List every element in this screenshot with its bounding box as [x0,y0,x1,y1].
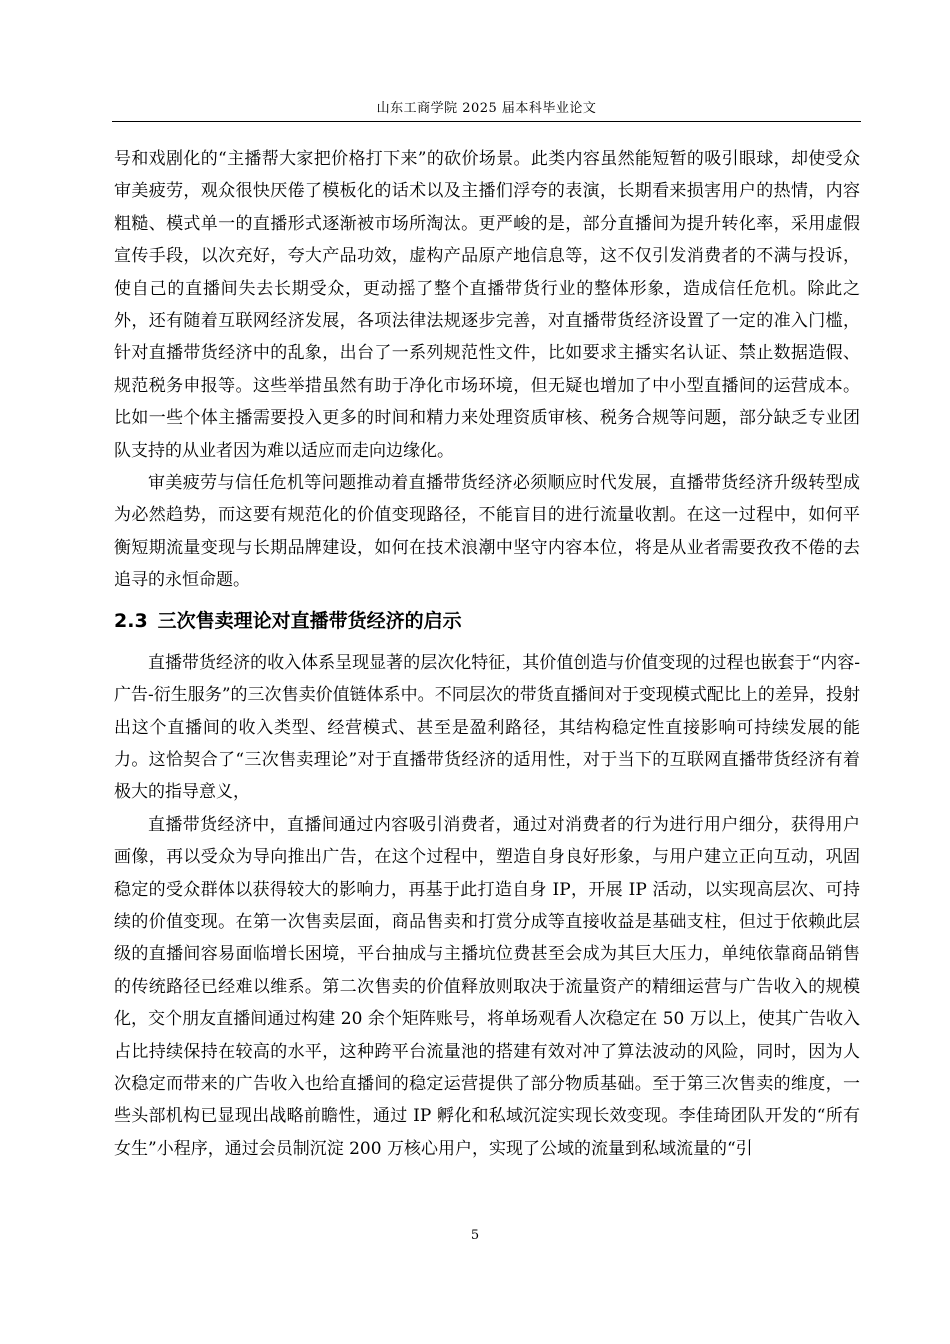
section-number: 2.3 [114,609,148,632]
body-paragraph: 审美疲劳与信任危机等问题推动着直播带货经济必须顺应时代发展，直播带货经济升级转型成为必然趋势，而这要有规范化的价值变现路径，不能盲目的进行流量收割。在这一过程中，如何平衡短期流量变现与长期品牌建设，如何在技术浪潮中坚守内容本位，将是从业者需要孜孜不倦的去追寻的永恒命题。 [114,473,860,591]
running-header: 山东工商学院 2025 届本科毕业论文 [376,101,597,116]
body-paragraph-continued: 号和戏剧化的“主播帮大家把价格打下来”的砍价场景。此类内容虽然能短暂的吸引眼球，却使受众审美疲劳，观众很快厌倦了模板化的话术以及主播们浮夸的表演，长期看来损害用户的热情，内容粗糙、模式单一的直播形式逐渐被市场所淘汰。更严峻的是，部分直播间为提升转化率，采用虚假宣传手段，以次充好，夸大产品功效，虚构产品原产地信息等，这不仅引发消费者的不满与投诉，使自己的直播间失去长期受众，更动摇了整个直播带货行业的整体形象，造成信任危机。除此之外，还有随着互联网经济发展，各项法律法规逐步完善，对直播带货经济设置了一定的准入门槛，针对直播带货经济中的乱象，出台了一系列规范性文件，比如要求主播实名认证、禁止数据造假、规范税务申报等。这些举措虽然有助于净化市场环境，但无疑也增加了中小型直播间的运营成本。比如一些个体主播需要投入更多的时间和精力来处理资质审核、税务合规等问题，部分缺乏专业团队支持的从业者因为难以适应而走向边缘化。 [114,149,860,461]
section-title: 三次售卖理论对直播带货经济的启示 [157,609,462,632]
header-divider [112,121,861,122]
page-number: 5 [470,1228,480,1243]
body-paragraph: 直播带货经济中，直播间通过内容吸引消费者，通过对消费者的行为进行用户细分，获得用户画像，再以受众为导向推出广告，在这个过程中，塑造自身良好形象，与用户建立正向互动，巩固稳定的受众群体以获得较大的影响力，再基于此打造自身 IP，开展 IP 活动，以实现高层次、可持续的价值变现。在第一次售卖层面，商品售卖和打赏分成等直接收益是基础支柱，但过于依赖此层级的直播间容易面临增长困境，平台抽成与主播坑位费甚至会成为其巨大压力，单纯依靠商品销售的传统路径已经难以维系。第二次售卖的价值释放则取决于流量资产的精细运营与广告收入的规模化，交个朋友直播间通过构建 20 余个矩阵账号，将单场观看人次稳定在 50 万以上，使其广告收入占比持续保持在较高的水平，这种跨平台流量池的搭建有效对冲了算法波动的风险，同时，因为人次稳定而带来的广告收入也给直播间的稳定运营提供了部分物质基础。至于第三次售卖的维度，一些头部机构已显现出战略前瞻性，通过 IP 孵化和私域沉淀实现长效变现。李佳琦团队开发的“所有女生”小程序，通过会员制沉淀 200 万核心用户，实现了公域的流量到私域流量的“引 [114,814,860,1159]
section-heading [114,603,860,639]
page-body [114,143,860,1165]
body-paragraph: 直播带货经济的收入体系呈现显著的层次化特征，其价值创造与价值变现的过程也嵌套于“内容-广告-衍生服务”的三次售卖价值链体系中。不同层次的带货直播间对于变现模式配比上的差异，投射出这个直播间的收入类型、经营模式、甚至是盈利路径，其结构稳定性直接影响可持续发展的能力。这恰契合了“三次售卖理论”对于直播带货经济的适用性，对于当下的互联网直播带货经济有着极大的指导意义， [114,652,860,803]
